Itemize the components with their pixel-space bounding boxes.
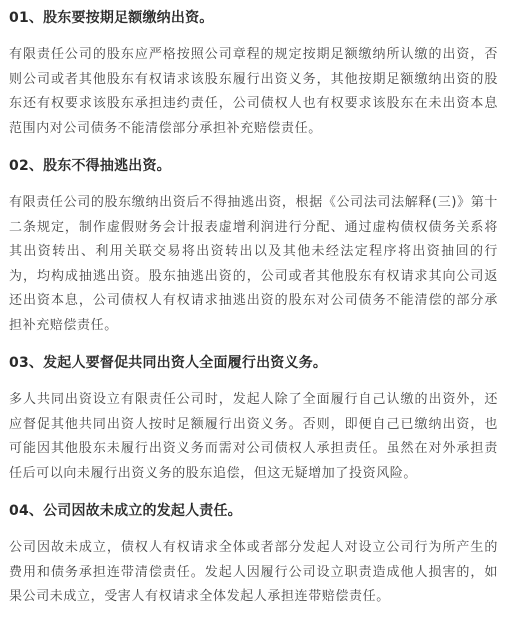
section-paragraph: 多人共同出资设立有限责任公司时，发起人除了全面履行自己认缴的出资外，还应督促其他共同出资人按时足额履行出资义务。否则，即便自己已缴纳出资，也可能因其他股东未履行出资义务而需对公司债权人承担责任。虽然在对外承担责任后可以向未履行出资义务的股东追偿，但这无疑增加了投资风险。 <box>9 392 498 481</box>
section-heading: 02、股东不得抽逃出资。 <box>9 158 171 174</box>
section-3 <box>9 351 498 486</box>
section-heading: 04、公司因故未成立的发起人责任。 <box>9 503 242 519</box>
section-2 <box>9 154 498 338</box>
section-heading: 03、发起人要督促共同出资人全面履行出资义务。 <box>9 355 328 371</box>
section-paragraph: 公司因故未成立，债权人有权请求全体或者部分发起人对设立公司行为所产生的费用和债务承担连带清偿责任。发起人因履行公司设立职责造成他人损害的，如果公司未成立，受害人有权请求全体发起人承担连带赔偿责任。 <box>9 540 498 604</box>
section-1 <box>9 6 498 141</box>
section-heading: 01、股东要按期足额缴纳出资。 <box>9 10 214 26</box>
section-4 <box>9 499 498 610</box>
section-paragraph: 有限责任公司的股东缴纳出资后不得抽逃出资，根据《公司法司法解释(三)》第十二条规定，制作虚假财务会计报表虚增利润进行分配、通过虚构债权债务关系将其出资转出、利用关联交易将出资转出以及其他未经法定程序将出资抽回的行为，均构成抽逃出资。股东抽逃出资的，公司或者其他股东有权请求其向公司返还出资本息，公司债权人有权请求抽逃出资的股东对公司债务不能清偿的部分承担补充赔偿责任。 <box>9 195 498 333</box>
section-paragraph: 有限责任公司的股东应严格按照公司章程的规定按期足额缴纳所认缴的出资，否则公司或者其他股东有权请求该股东履行出资义务，其他按期足额缴纳出资的股东还有权要求该股东承担违约责任，公司债权人也有权要求该股东在未出资本息范围内对公司债务不能清偿部分承担补充赔偿责任。 <box>9 47 498 136</box>
